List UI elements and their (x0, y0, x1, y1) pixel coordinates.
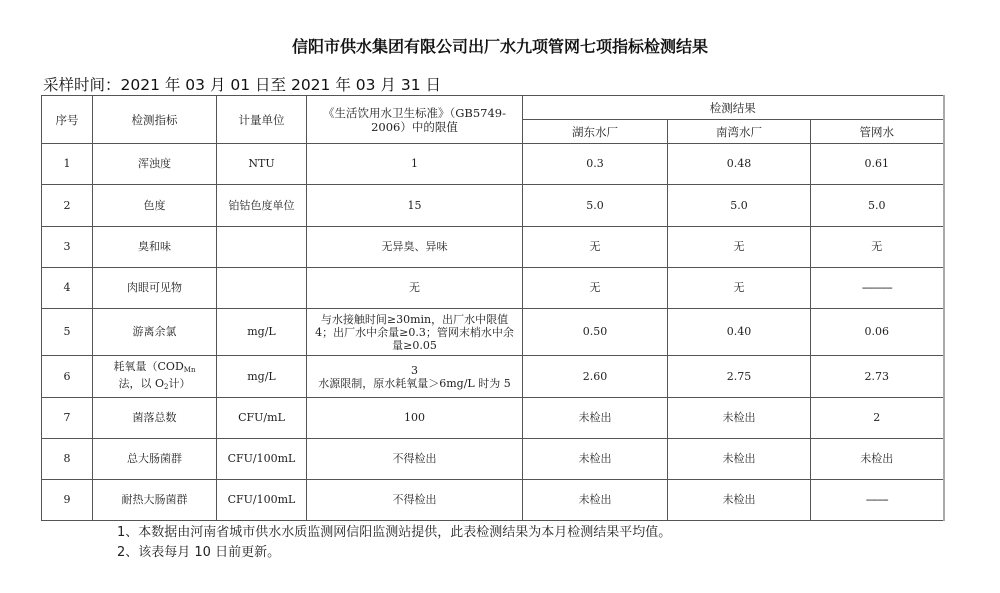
row-site-nanwan: 未检出 (668, 480, 811, 521)
row-site-network: 无 (811, 227, 944, 268)
footnote-2: 2、该表每月 10 日前更新。 (117, 545, 281, 560)
row-site-nanwan: 无 (668, 227, 811, 268)
row-index: 1 (42, 144, 93, 185)
row-indicator (93, 356, 217, 398)
indicator-text: 法，以 O (118, 376, 165, 390)
document-title: 信阳市供水集团有限公司出厂水九项管网七项指标检测结果 (291, 37, 708, 56)
row-unit: CFU/100mL (217, 439, 307, 480)
header-indicator: 检测指标 (93, 96, 217, 144)
row-site-network: 2.73 (811, 356, 944, 398)
row-indicator: 耐热大肠菌群 (93, 480, 217, 521)
row-site-hudong: 0.50 (523, 309, 668, 356)
row-index: 4 (42, 268, 93, 309)
row-site-network: 0.06 (811, 309, 944, 356)
header-index: 序号 (42, 96, 93, 144)
sampling-period: 采样时间：2021 年 03 月 01 日至 2021 年 03 月 31 日 (43, 76, 441, 94)
row-site-network: 2 (811, 398, 944, 439)
row-unit: 铂钴色度单位 (217, 185, 307, 227)
row-unit (217, 227, 307, 268)
row-index: 8 (42, 439, 93, 480)
row-unit: mg/L (217, 309, 307, 356)
row-index: 5 (42, 309, 93, 356)
row-indicator: 游离余氯 (93, 309, 217, 356)
table-row (42, 309, 944, 356)
table-row (42, 398, 944, 439)
row-index: 3 (42, 227, 93, 268)
header-site-hudong: 湖东水厂 (523, 120, 668, 144)
row-site-nanwan: 未检出 (668, 398, 811, 439)
indicator-text: 计） (168, 376, 191, 390)
row-site-nanwan: 无 (668, 268, 811, 309)
row-limit: 1 (307, 144, 523, 185)
row-limit: 与水接触时间≥30min，出厂水中限值4；出厂水中余量≥0.3；管网末梢水中余量≥0.05 (307, 309, 523, 356)
row-site-network: 5.0 (811, 185, 944, 227)
row-limit: 15 (307, 185, 523, 227)
row-indicator: 菌落总数 (93, 398, 217, 439)
row-site-network: 0.61 (811, 144, 944, 185)
header-site-network: 管网水 (811, 120, 944, 144)
row-limit: 无 (307, 268, 523, 309)
row-site-hudong: 0.3 (523, 144, 668, 185)
row-indicator: 臭和味 (93, 227, 217, 268)
row-site-hudong: 未检出 (523, 439, 668, 480)
limit-line: 水源限制，原水耗氧量＞6mg/L 时为 5 (318, 376, 511, 390)
header-standard-limit: 《生活饮用水卫生标准》（GB5749-2006）中的限值 (307, 96, 523, 144)
row-indicator: 总大肠菌群 (93, 439, 217, 480)
limit-line: 3 (411, 363, 418, 377)
row-site-nanwan: 2.75 (668, 356, 811, 398)
row-site-hudong: 无 (523, 227, 668, 268)
footnotes (117, 523, 671, 563)
row-index: 6 (42, 356, 93, 398)
row-limit: 不得检出 (307, 439, 523, 480)
row-site-network: 未检出 (811, 439, 944, 480)
row-site-nanwan: 5.0 (668, 185, 811, 227)
row-site-hudong: 未检出 (523, 480, 668, 521)
header-unit: 计量单位 (217, 96, 307, 144)
results-table (41, 95, 945, 521)
row-site-nanwan: 0.48 (668, 144, 811, 185)
row-unit: mg/L (217, 356, 307, 398)
indicator-text: 耗氧量（COD (113, 359, 184, 373)
row-limit: 100 (307, 398, 523, 439)
row-indicator: 色度 (93, 185, 217, 227)
row-limit: 不得检出 (307, 480, 523, 521)
row-unit (217, 268, 307, 309)
row-site-nanwan: 未检出 (668, 439, 811, 480)
row-indicator: 浑浊度 (93, 144, 217, 185)
row-site-hudong: 5.0 (523, 185, 668, 227)
row-site-hudong: 未检出 (523, 398, 668, 439)
row-site-network: ----------- (811, 268, 944, 309)
table-row (42, 268, 944, 309)
table-row (42, 144, 944, 185)
indicator-subscript: Mn (183, 365, 196, 374)
indicator-subscript: 2 (164, 382, 169, 391)
row-index: 2 (42, 185, 93, 227)
row-indicator: 肉眼可见物 (93, 268, 217, 309)
table-row (42, 356, 944, 398)
row-index: 9 (42, 480, 93, 521)
table-row (42, 480, 944, 521)
row-site-network: -------- (811, 480, 944, 521)
row-site-nanwan: 0.40 (668, 309, 811, 356)
header-site-nanwan: 南湾水厂 (668, 120, 811, 144)
header-results-group: 检测结果 (523, 96, 944, 120)
footnote-1: 1、本数据由河南省城市供水水质监测网信阳监测站提供，此表检测结果为本月检测结果平均值。 (117, 525, 672, 540)
row-site-hudong: 2.60 (523, 356, 668, 398)
row-limit (307, 356, 523, 398)
table-row (42, 227, 944, 268)
table-row (42, 185, 944, 227)
row-unit: NTU (217, 144, 307, 185)
row-unit: CFU/100mL (217, 480, 307, 521)
row-site-hudong: 无 (523, 268, 668, 309)
table-row (42, 439, 944, 480)
row-limit: 无异臭、异味 (307, 227, 523, 268)
row-index: 7 (42, 398, 93, 439)
row-unit: CFU/mL (217, 398, 307, 439)
